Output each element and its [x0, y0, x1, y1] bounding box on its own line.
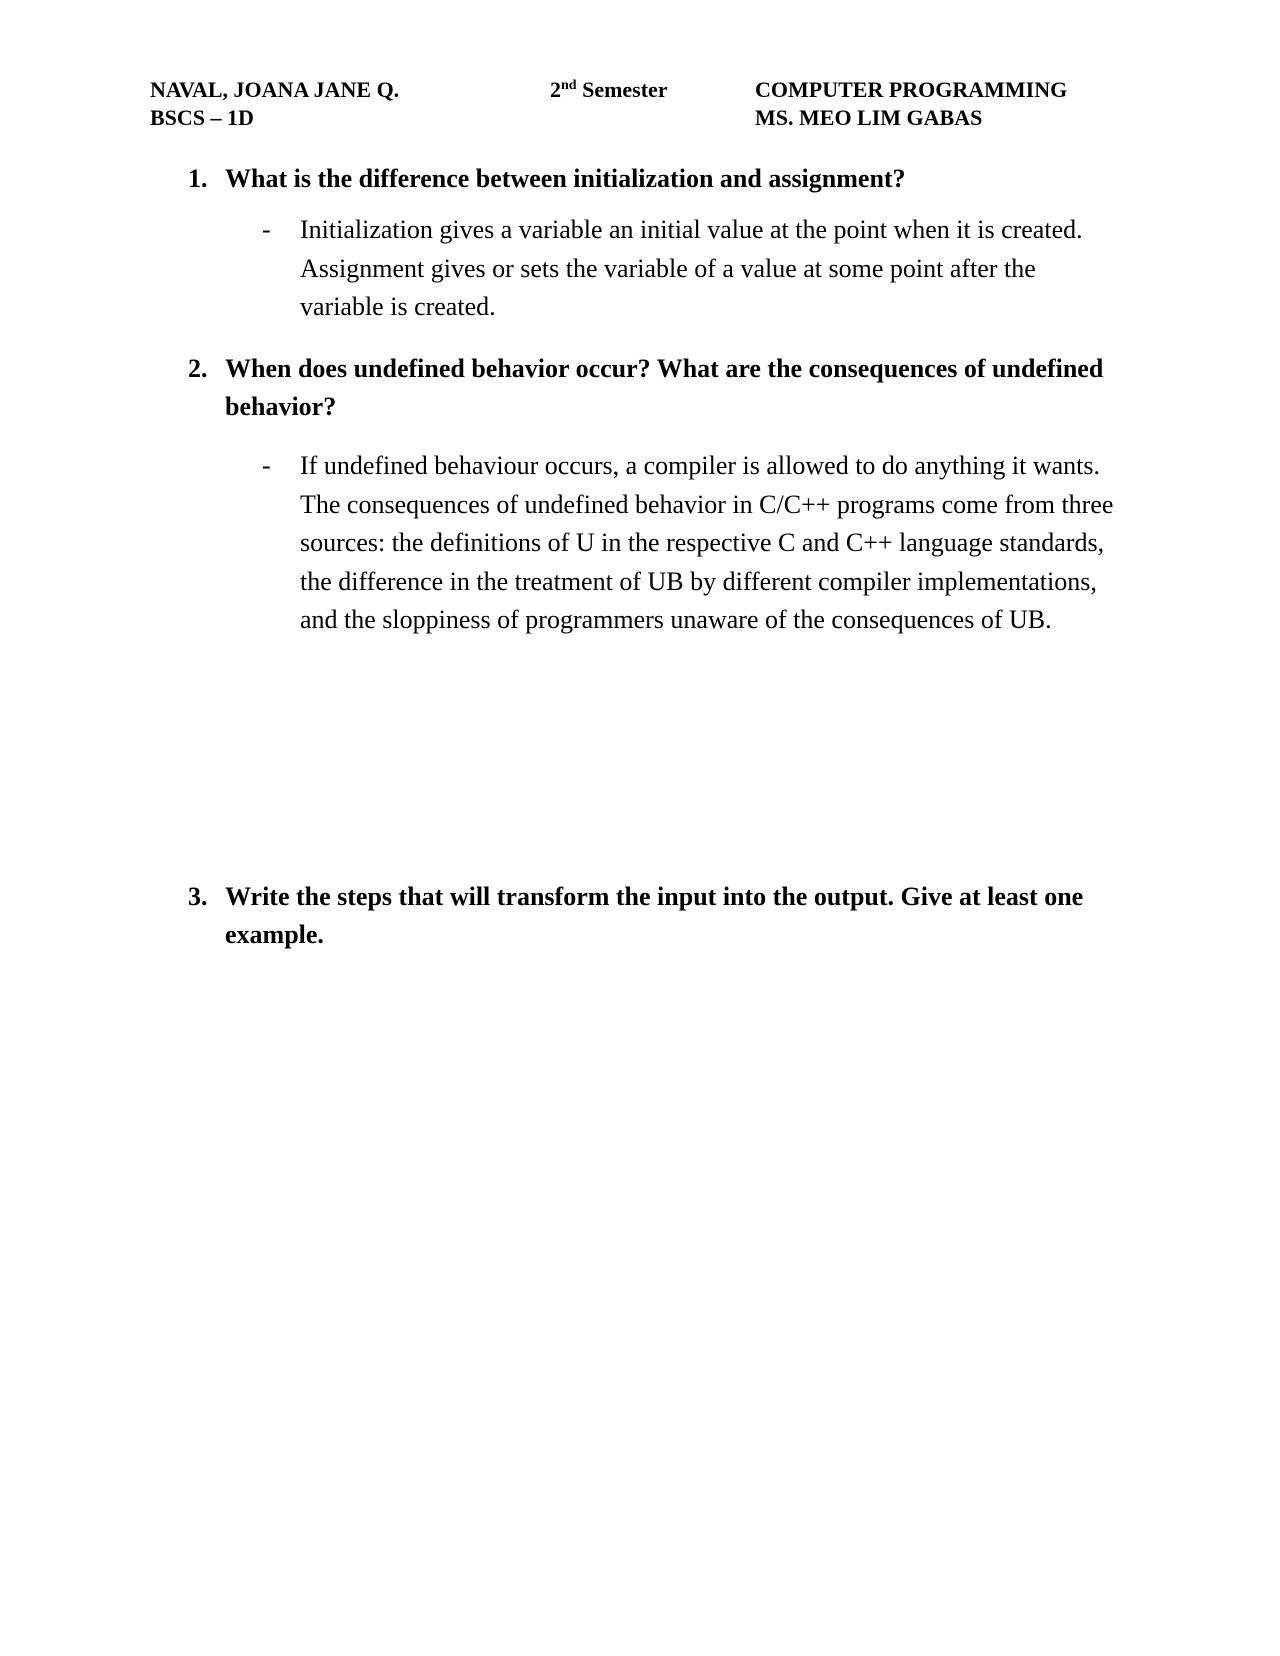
- question-text: Write the steps that will transform the input into the output. Give at least one example.: [225, 882, 1084, 949]
- student-section: BSCS – 1D: [150, 105, 254, 130]
- question-number: 3.: [188, 882, 208, 911]
- student-name: NAVAL, JOANA JANE Q.: [150, 77, 400, 102]
- question-number: 1.: [188, 164, 208, 193]
- answer-text: If undefined behaviour occurs, a compiler is allowed to do anything it wants. The consequences of undefined behavior in C/C++ programs come from three sources: the definitions of U in the respective C and C++ language standards, the difference in the treatment of UB by different compiler implementations, and the sloppiness of programmers unaware of the consequences of UB.: [300, 451, 1114, 634]
- instructor-name: MS. MEO LIM GABAS: [755, 105, 983, 130]
- question-2: [188, 350, 1118, 426]
- semester-word: Semester: [576, 77, 668, 102]
- semester-ordinal: nd: [561, 78, 577, 93]
- answer-1: [262, 211, 1122, 327]
- course-info: [755, 76, 1067, 132]
- student-info: [150, 76, 399, 132]
- answer-bullet: -: [262, 451, 271, 480]
- question-number: 2.: [188, 354, 208, 383]
- question-3: [188, 878, 1118, 954]
- question-text: When does undefined behavior occur? What are the consequences of undefined behavior?: [225, 354, 1104, 421]
- question-text: What is the difference between initialization and assignment?: [225, 164, 906, 193]
- question-1: [188, 160, 1118, 198]
- answer-bullet: -: [262, 215, 271, 244]
- semester-label: [550, 76, 668, 104]
- semester-number: 2: [550, 77, 561, 102]
- answer-2: [262, 447, 1122, 640]
- course-title: COMPUTER PROGRAMMING: [755, 77, 1068, 102]
- answer-text: Initialization gives a variable an initial value at the point when it is created. Assignment gives or sets the variable of a value at some point after the variable is created.: [300, 215, 1083, 321]
